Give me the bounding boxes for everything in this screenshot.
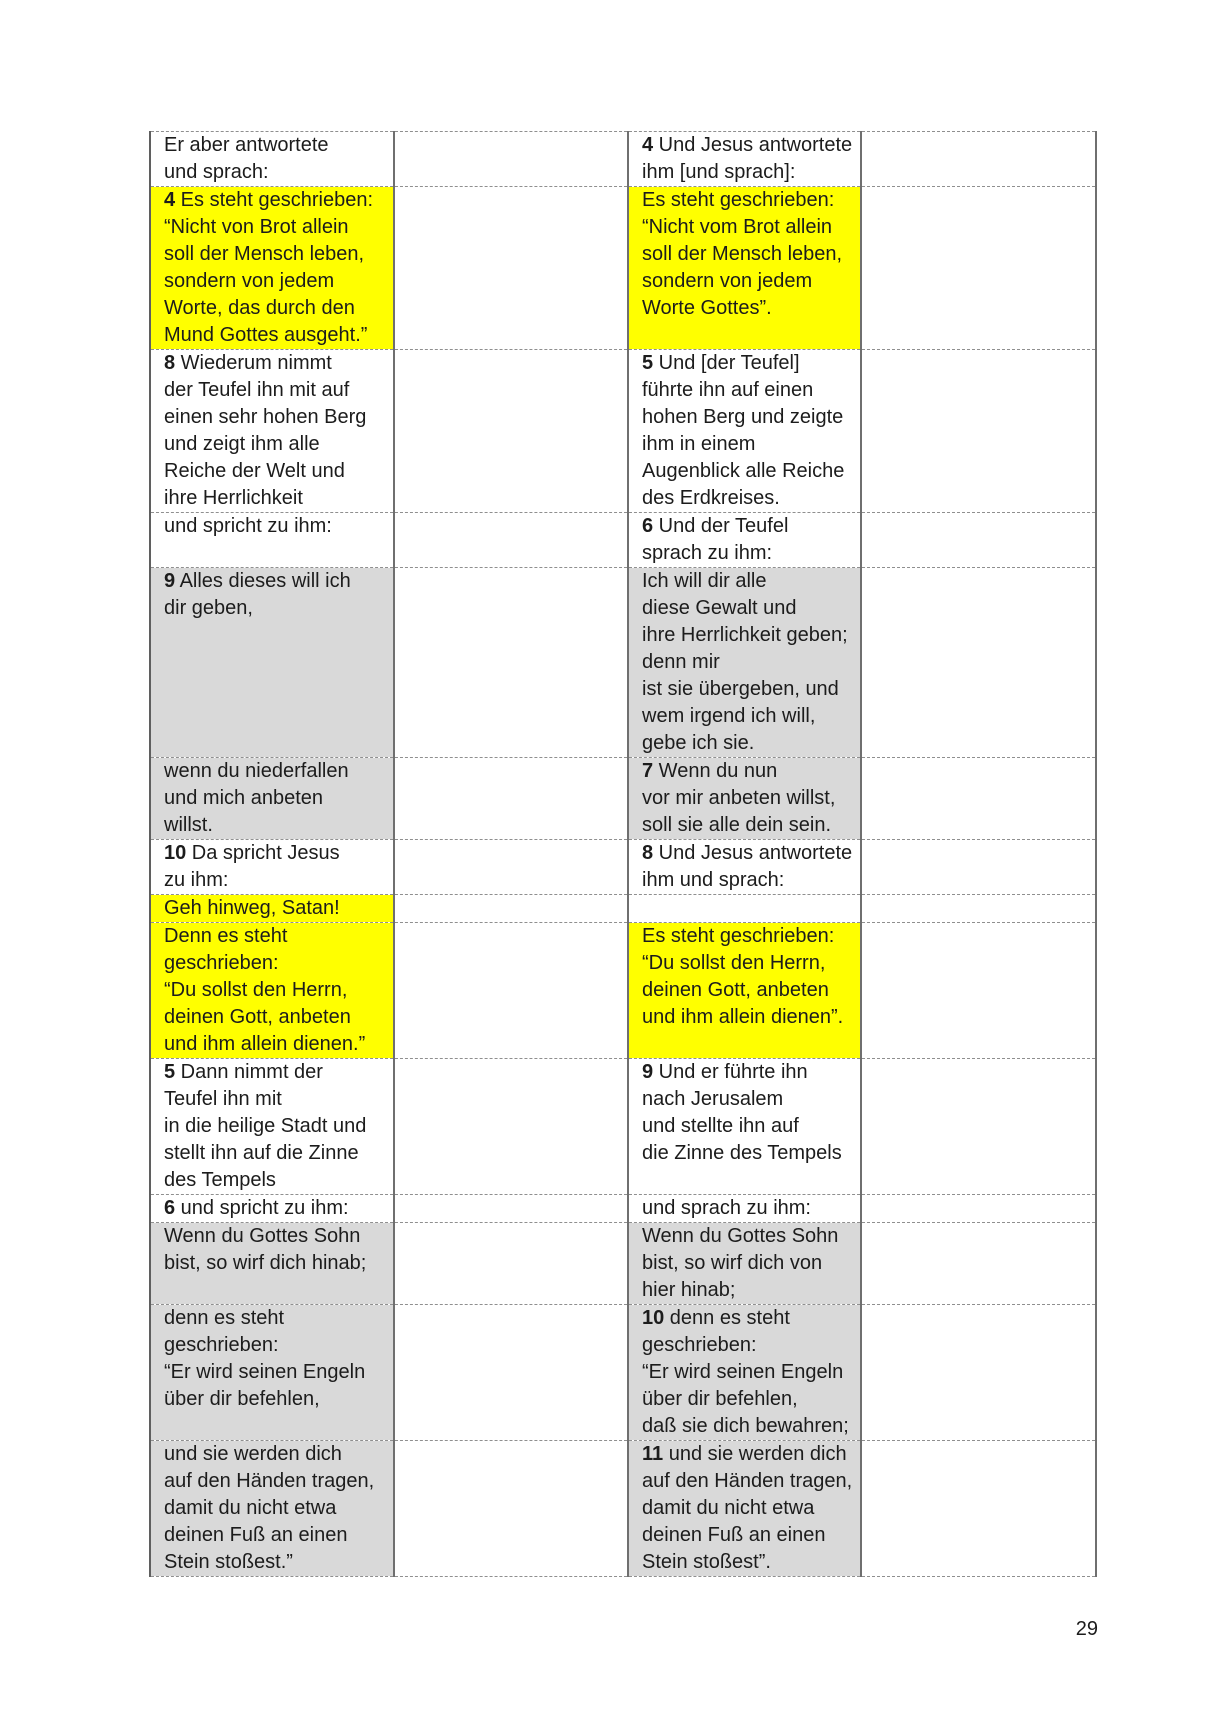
spacer-cell bbox=[394, 1441, 628, 1577]
verse-cell-left bbox=[150, 513, 394, 568]
verse-cell-right bbox=[628, 1059, 861, 1195]
spacer-cell bbox=[394, 895, 628, 923]
verse-line: denn es steht bbox=[164, 1307, 285, 1329]
spacer-cell bbox=[394, 513, 628, 568]
verse-line: Worte, das durch den bbox=[164, 297, 355, 319]
table-row bbox=[150, 568, 1096, 758]
verse-line: 8 Wiederum nimmt bbox=[164, 352, 332, 374]
verse-cell-left bbox=[150, 350, 394, 513]
page-number: 29 bbox=[1075, 1618, 1098, 1640]
spacer-cell bbox=[861, 923, 1096, 1059]
table-row bbox=[150, 840, 1096, 895]
table-row bbox=[150, 132, 1096, 187]
verse-cell-right bbox=[628, 350, 861, 513]
verse-line: ihm [und sprach]: bbox=[642, 161, 796, 183]
verse-line: und zeigt ihm alle bbox=[164, 433, 320, 455]
verse-cell-left bbox=[150, 1059, 394, 1195]
verse-line: sprach zu ihm: bbox=[642, 542, 773, 564]
verse-cell-right bbox=[628, 923, 861, 1059]
verse-line: soll der Mensch leben, bbox=[642, 243, 843, 265]
verse-line: vor mir anbeten willst, bbox=[642, 787, 836, 809]
verse-cell-right bbox=[628, 1305, 861, 1441]
verse-line: 8 Und Jesus antwortete bbox=[642, 842, 853, 864]
spacer-cell bbox=[861, 187, 1096, 350]
verse-line: damit du nicht etwa bbox=[642, 1497, 815, 1519]
verse-line: ihm in einem bbox=[642, 433, 756, 455]
spacer-cell bbox=[394, 1305, 628, 1441]
spacer-cell bbox=[394, 187, 628, 350]
verse-line: gebe ich sie. bbox=[642, 732, 755, 754]
verse-line: ihm und sprach: bbox=[642, 869, 785, 891]
spacer-cell bbox=[394, 568, 628, 758]
verse-line: 9 Und er führte ihn bbox=[642, 1061, 808, 1083]
table-row bbox=[150, 1223, 1096, 1305]
verse-line: wem irgend ich will, bbox=[642, 705, 816, 727]
verse-cell-right bbox=[628, 1441, 861, 1577]
spacer-cell bbox=[861, 1441, 1096, 1577]
verse-line: damit du nicht etwa bbox=[164, 1497, 337, 1519]
verse-line: und sie werden dich bbox=[164, 1443, 342, 1465]
verse-line: ist sie übergeben, und bbox=[642, 678, 839, 700]
verse-cell-left bbox=[150, 923, 394, 1059]
verse-line: bist, so wirf dich von bbox=[642, 1252, 823, 1274]
spacer-cell bbox=[394, 350, 628, 513]
verse-line: 10 Da spricht Jesus bbox=[164, 842, 340, 864]
table-row bbox=[150, 758, 1096, 840]
verse-line: 9 Alles dieses will ich bbox=[164, 570, 351, 592]
verse-number: 9 bbox=[164, 570, 176, 592]
verse-line: sondern von jedem bbox=[164, 270, 335, 292]
verse-line: Reiche der Welt und bbox=[164, 460, 345, 482]
table-row bbox=[150, 1305, 1096, 1441]
verse-line: hier hinab; bbox=[642, 1279, 736, 1301]
spacer-cell bbox=[861, 895, 1096, 923]
verse-line: “Du sollst den Herrn, bbox=[642, 952, 826, 974]
verse-line: Stein stoßest”. bbox=[642, 1551, 771, 1573]
spacer-cell bbox=[861, 1059, 1096, 1195]
verse-cell-left bbox=[150, 840, 394, 895]
verse-line: ihre Herrlichkeit bbox=[164, 487, 303, 509]
verse-line: 5 Und [der Teufel] bbox=[642, 352, 800, 374]
verse-line: deinen Gott, anbeten bbox=[164, 1006, 351, 1028]
verse-number: 6 bbox=[164, 1197, 176, 1219]
verse-line: deinen Fuß an einen bbox=[164, 1524, 348, 1546]
spacer-cell bbox=[861, 1223, 1096, 1305]
verse-line: der Teufel ihn mit auf bbox=[164, 379, 350, 401]
spacer-cell bbox=[394, 923, 628, 1059]
verse-line: Es steht geschrieben: bbox=[642, 925, 835, 947]
verse-cell-left bbox=[150, 132, 394, 187]
verse-line: Ich will dir alle bbox=[642, 570, 767, 592]
verse-line: “Nicht von Brot allein bbox=[164, 216, 349, 238]
verse-line: “Nicht vom Brot allein bbox=[642, 216, 833, 238]
verse-line: “Du sollst den Herrn, bbox=[164, 979, 348, 1001]
verse-line: 7 Wenn du nun bbox=[642, 760, 778, 782]
table-row bbox=[150, 1195, 1096, 1223]
verse-line: ihre Herrlichkeit geben; bbox=[642, 624, 848, 646]
verse-line: willst. bbox=[164, 814, 213, 836]
verse-number: 9 bbox=[642, 1061, 654, 1083]
verse-number: 10 bbox=[642, 1307, 665, 1329]
verse-cell-left bbox=[150, 187, 394, 350]
verse-line: die Zinne des Tempels bbox=[642, 1142, 842, 1164]
comparison-table bbox=[149, 131, 1097, 1577]
verse-line: führte ihn auf einen bbox=[642, 379, 814, 401]
verse-line: und spricht zu ihm: bbox=[164, 515, 332, 537]
verse-line: stellt ihn auf die Zinne bbox=[164, 1142, 359, 1164]
verse-line: zu ihm: bbox=[164, 869, 229, 891]
verse-number: 11 bbox=[642, 1443, 664, 1465]
spacer-cell bbox=[861, 1195, 1096, 1223]
verse-number: 4 bbox=[164, 189, 176, 211]
verse-line: 10 denn es steht bbox=[642, 1307, 790, 1329]
verse-line: 6 Und der Teufel bbox=[642, 515, 789, 537]
verse-line: Geh hinweg, Satan! bbox=[164, 897, 340, 919]
verse-cell-right bbox=[628, 513, 861, 568]
verse-line: Er aber antwortete bbox=[164, 134, 329, 156]
spacer-cell bbox=[861, 758, 1096, 840]
verse-line: Wenn du Gottes Sohn bbox=[642, 1225, 839, 1247]
verse-line: “Er wird seinen Engeln bbox=[164, 1361, 366, 1383]
verse-line: 5 Dann nimmt der bbox=[164, 1061, 323, 1083]
verse-line: dir geben, bbox=[164, 597, 253, 619]
verse-line: soll sie alle dein sein. bbox=[642, 814, 831, 836]
verse-line: hohen Berg und zeigte bbox=[642, 406, 844, 428]
verse-line: auf den Händen tragen, bbox=[164, 1470, 375, 1492]
verse-line: über dir befehlen, bbox=[642, 1388, 798, 1410]
verse-line: Mund Gottes ausgeht.” bbox=[164, 324, 368, 346]
verse-cell-left bbox=[150, 1223, 394, 1305]
verse-line: in die heilige Stadt und bbox=[164, 1115, 367, 1137]
verse-line: und ihm allein dienen”. bbox=[642, 1006, 844, 1028]
verse-cell-left bbox=[150, 1305, 394, 1441]
spacer-cell bbox=[861, 513, 1096, 568]
verse-line: sondern von jedem bbox=[642, 270, 813, 292]
verse-cell-right bbox=[628, 568, 861, 758]
verse-cell-left bbox=[150, 1195, 394, 1223]
verse-line: einen sehr hohen Berg bbox=[164, 406, 367, 428]
verse-number: 7 bbox=[642, 760, 654, 782]
verse-line: wenn du niederfallen bbox=[164, 760, 349, 782]
verse-number: 8 bbox=[164, 352, 176, 374]
spacer-cell bbox=[861, 132, 1096, 187]
spacer-cell bbox=[394, 132, 628, 187]
table-row bbox=[150, 513, 1096, 568]
verse-number: 10 bbox=[164, 842, 187, 864]
verse-line: Stein stoßest.” bbox=[164, 1551, 293, 1573]
verse-line: und mich anbeten bbox=[164, 787, 324, 809]
spacer-cell bbox=[394, 758, 628, 840]
verse-line: und sprach zu ihm: bbox=[642, 1197, 811, 1219]
verse-line: deinen Gott, anbeten bbox=[642, 979, 829, 1001]
spacer-cell bbox=[394, 1223, 628, 1305]
verse-number: 8 bbox=[642, 842, 654, 864]
verse-line: soll der Mensch leben, bbox=[164, 243, 365, 265]
verse-cell-right bbox=[628, 1195, 861, 1223]
verse-number: 5 bbox=[642, 352, 654, 374]
verse-line: geschrieben: bbox=[164, 952, 279, 974]
verse-line: Augenblick alle Reiche bbox=[642, 460, 845, 482]
verse-line: Worte Gottes”. bbox=[642, 297, 772, 319]
spacer-cell bbox=[861, 350, 1096, 513]
verse-line: Wenn du Gottes Sohn bbox=[164, 1225, 361, 1247]
table-body bbox=[150, 132, 1096, 1577]
verse-line: auf den Händen tragen, bbox=[642, 1470, 853, 1492]
spacer-cell bbox=[394, 1059, 628, 1195]
verse-cell-right bbox=[628, 132, 861, 187]
verse-cell-right bbox=[628, 895, 861, 923]
table-row bbox=[150, 1441, 1096, 1577]
verse-line: Es steht geschrieben: bbox=[642, 189, 835, 211]
verse-line: 6 und spricht zu ihm: bbox=[164, 1197, 349, 1219]
verse-line: “Er wird seinen Engeln bbox=[642, 1361, 844, 1383]
table-row bbox=[150, 923, 1096, 1059]
verse-line: des Erdkreises. bbox=[642, 487, 780, 509]
spacer-cell bbox=[861, 1305, 1096, 1441]
spacer-cell bbox=[861, 840, 1096, 895]
verse-line: und stellte ihn auf bbox=[642, 1115, 799, 1137]
spacer-cell bbox=[861, 568, 1096, 758]
verse-line: geschrieben: bbox=[164, 1334, 279, 1356]
table-row bbox=[150, 1059, 1096, 1195]
spacer-cell bbox=[394, 840, 628, 895]
verse-number: 5 bbox=[164, 1061, 176, 1083]
verse-line: des Tempels bbox=[164, 1169, 276, 1191]
verse-line: diese Gewalt und bbox=[642, 597, 797, 619]
verse-cell-right bbox=[628, 758, 861, 840]
verse-cell-right bbox=[628, 187, 861, 350]
table-row bbox=[150, 187, 1096, 350]
verse-line: deinen Fuß an einen bbox=[642, 1524, 826, 1546]
verse-line: 4 Und Jesus antwortete bbox=[642, 134, 853, 156]
verse-line: denn mir bbox=[642, 651, 720, 673]
verse-line: und ihm allein dienen.” bbox=[164, 1033, 366, 1055]
verse-number: 6 bbox=[642, 515, 654, 537]
verse-number: 4 bbox=[642, 134, 654, 156]
verse-line: Denn es steht bbox=[164, 925, 288, 947]
verse-line: 4 Es steht geschrieben: bbox=[164, 189, 374, 211]
table-row bbox=[150, 350, 1096, 513]
verse-line: und sprach: bbox=[164, 161, 269, 183]
verse-cell-right bbox=[628, 1223, 861, 1305]
verse-line: 11 und sie werden dich bbox=[642, 1443, 847, 1465]
verse-cell-left bbox=[150, 895, 394, 923]
verse-line: bist, so wirf dich hinab; bbox=[164, 1252, 367, 1274]
verse-line: nach Jerusalem bbox=[642, 1088, 784, 1110]
verse-cell-left bbox=[150, 1441, 394, 1577]
verse-line: Teufel ihn mit bbox=[164, 1088, 282, 1110]
verse-cell-left bbox=[150, 568, 394, 758]
table-row bbox=[150, 895, 1096, 923]
verse-line: über dir befehlen, bbox=[164, 1388, 320, 1410]
verse-cell-left bbox=[150, 758, 394, 840]
spacer-cell bbox=[394, 1195, 628, 1223]
verse-cell-right bbox=[628, 840, 861, 895]
verse-line: geschrieben: bbox=[642, 1334, 757, 1356]
verse-line: daß sie dich bewahren; bbox=[642, 1415, 849, 1437]
